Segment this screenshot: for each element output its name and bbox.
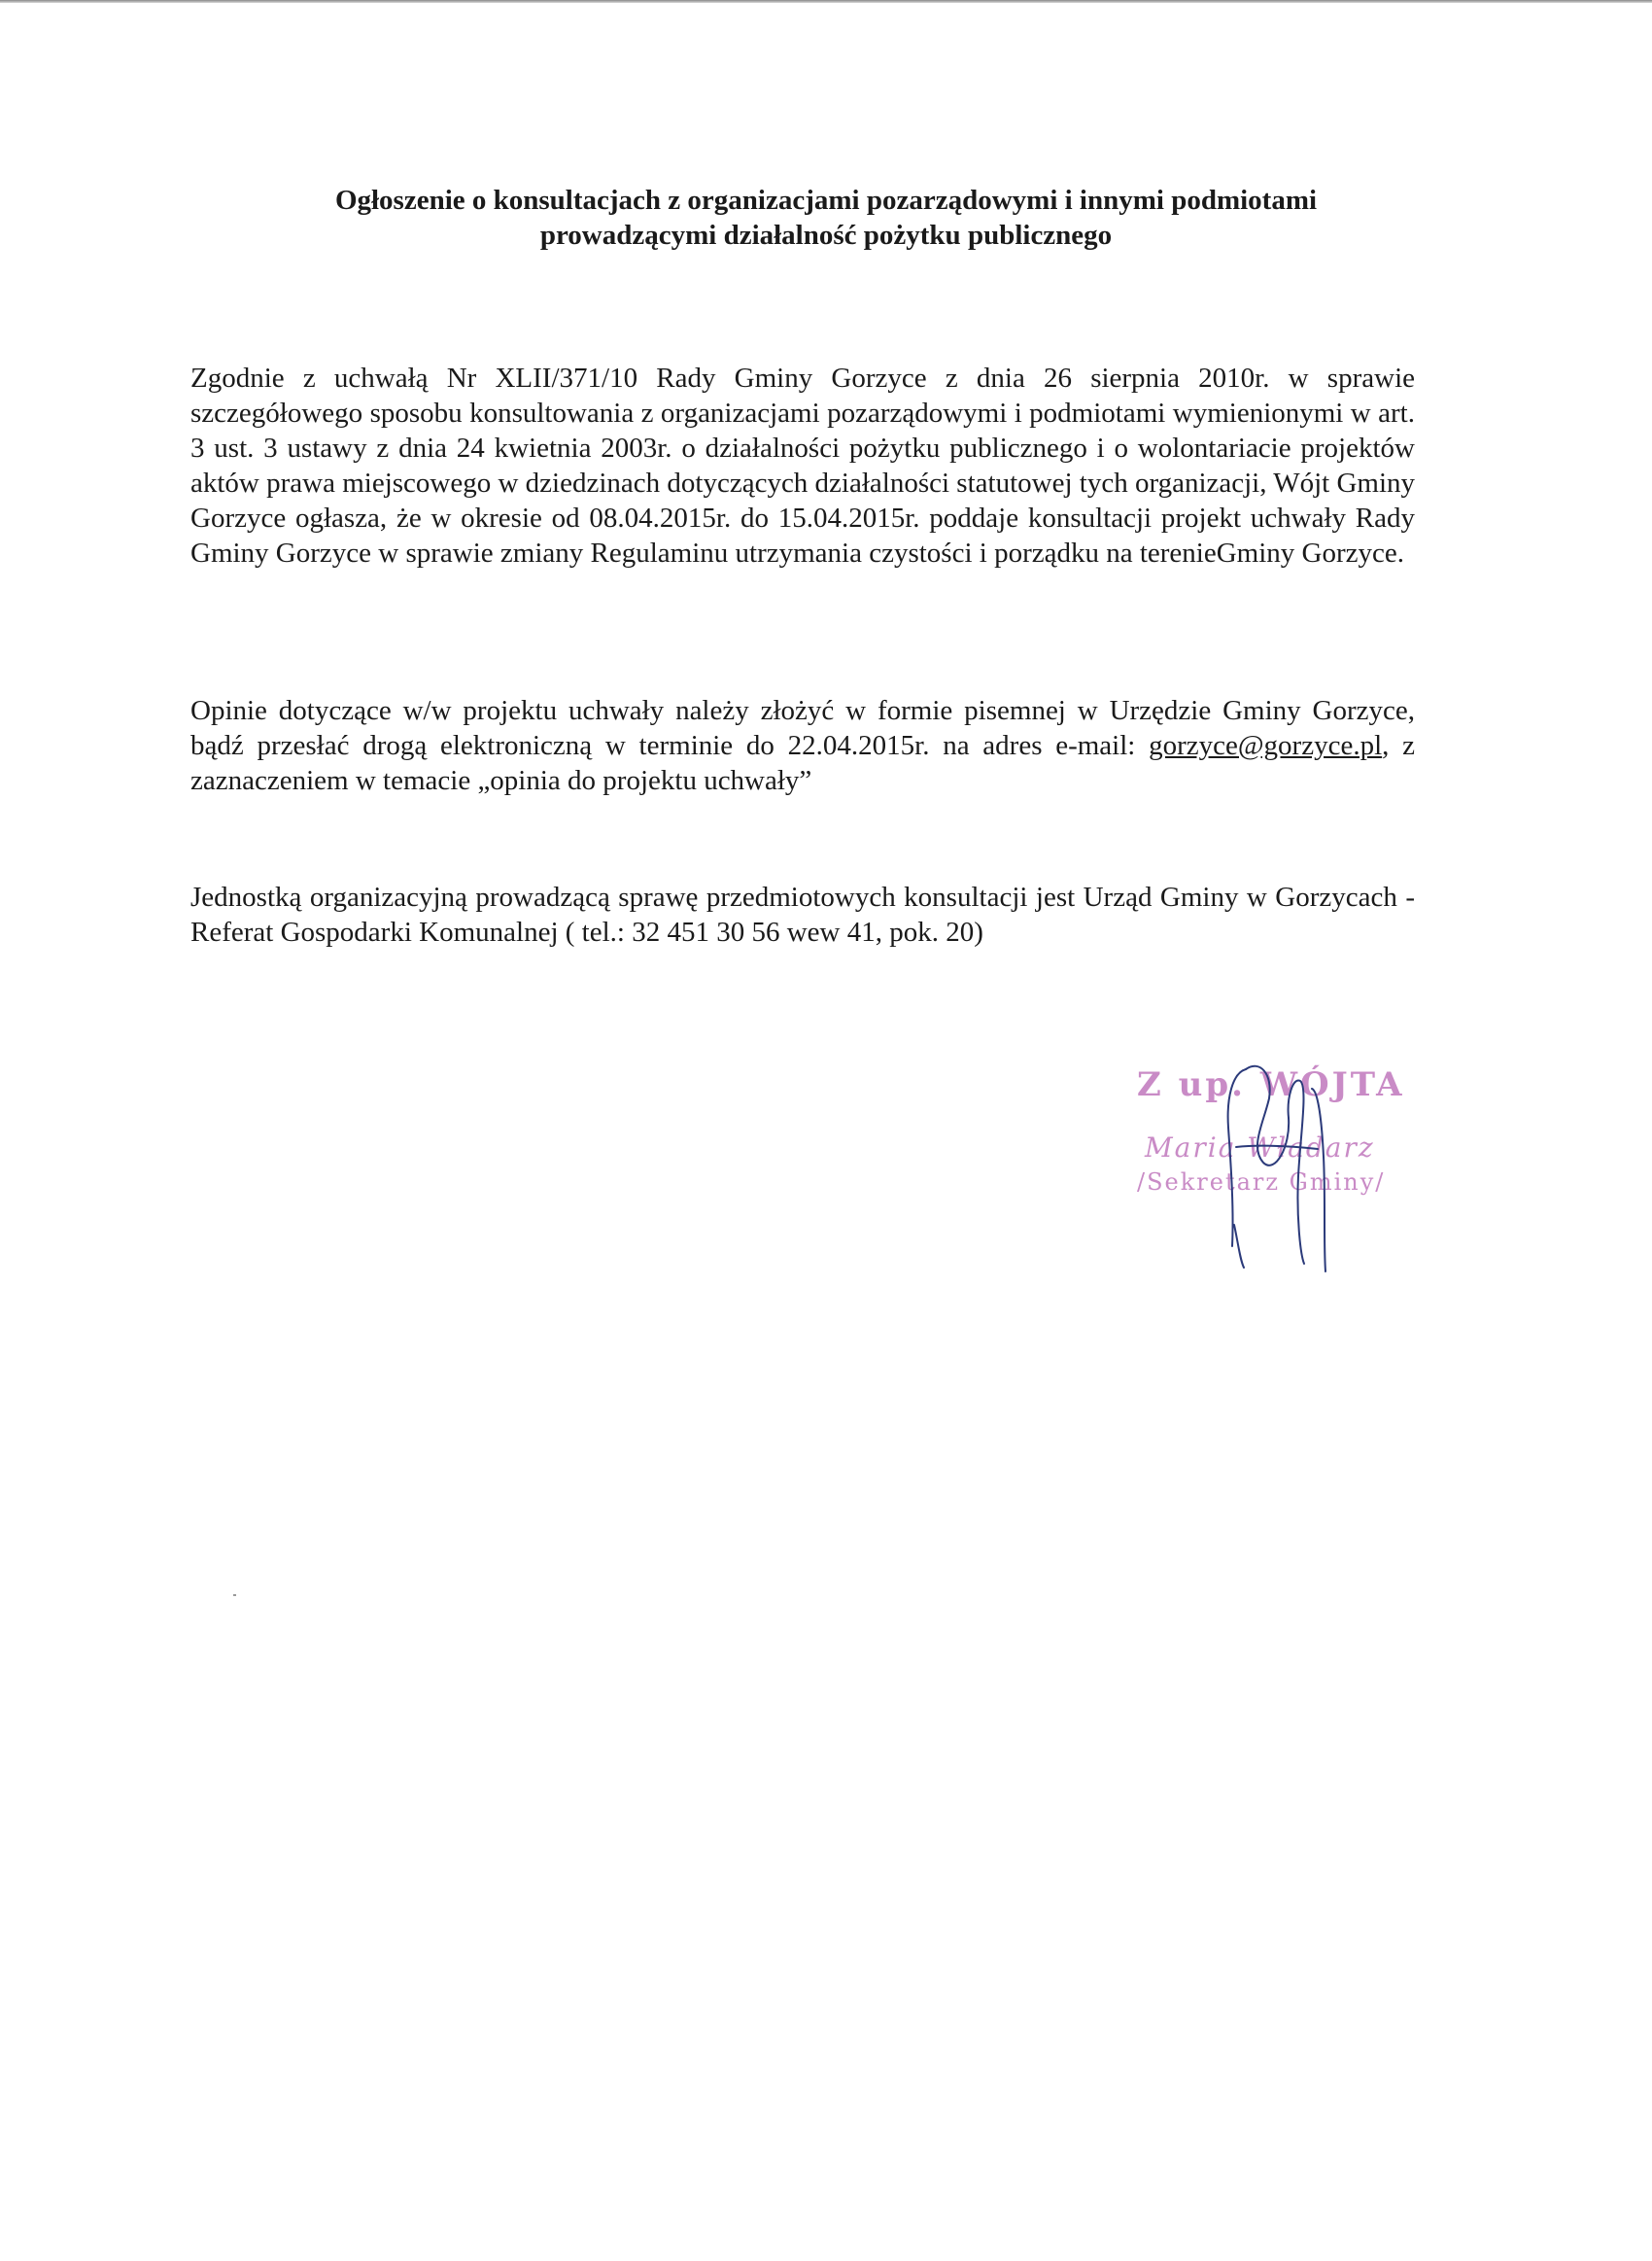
paragraph-opinions-tail: , z zaznaczeniem w temacie „opinia do projektu uchwały” xyxy=(190,730,1415,796)
stamp-line-2: Maria Władarz xyxy=(1145,1131,1375,1164)
paragraph-organizational-unit: Jednostką organizacyjną prowadzącą sprawę przedmiotowych konsultacji jest Urząd Gminy w Gorzycach - Referat Gospodarki Komunalnej ( tel.: 32 451 30 56 wew 41, pok. 20) xyxy=(190,882,1415,948)
stamp-line-3: /Sekretarz Gminy/ xyxy=(1137,1168,1386,1196)
paragraph-legal-basis: Zgodnie z uchwałą Nr XLII/371/10 Rady Gminy Gorzyce z dnia 26 sierpnia 2010r. w sprawie szczegółowego sposobu konsultowania z organizacjami pozarządowymi i podmiotami wymienionymi w art. 3 ust. 3 ustawy z dnia 24 kwietnia 2003r. o działalności pożytku publicznego i o wolontariacie projektów aktów prawa miejscowego w dziedzinach dotyczących działalności statutowej tych organizacji, Wójt Gminy Gorzyce ogłasza, że w okresie od 08.04.2015r. do 15.04.2015r. poddaje konsultacji projekt uchwały Rady Gminy Gorzyce w sprawie zmiany Regulaminu utrzymania czystości i porządku na terenieGminy Gorzyce. xyxy=(190,363,1415,569)
paragraph-opinions xyxy=(190,693,1415,798)
handwritten-signature xyxy=(1118,1030,1467,1322)
signature-block xyxy=(1118,1030,1467,1322)
document-title xyxy=(194,183,1458,253)
title-line-1: Ogłoszenie o konsultacjach z organizacjami pozarządowymi i innymi podmiotami xyxy=(334,185,1318,216)
email-link[interactable]: gorzyce@gorzyce.pl xyxy=(1149,730,1383,761)
paragraph-opinions-text: Opinie dotyczące w/w projektu uchwały należy złożyć w formie pisemnej w Urzędzie Gminy Gorzyce, bądź przesłać drogą elektroniczną w terminie do 22.04.2015r. na adres e-mail: xyxy=(190,695,1415,761)
scan-speck xyxy=(233,1594,236,1596)
stamp-line-1: Z up. WÓJTA xyxy=(1137,1065,1405,1104)
title-line-2: prowadzącymi działalność pożytku publicznego xyxy=(539,220,1113,251)
